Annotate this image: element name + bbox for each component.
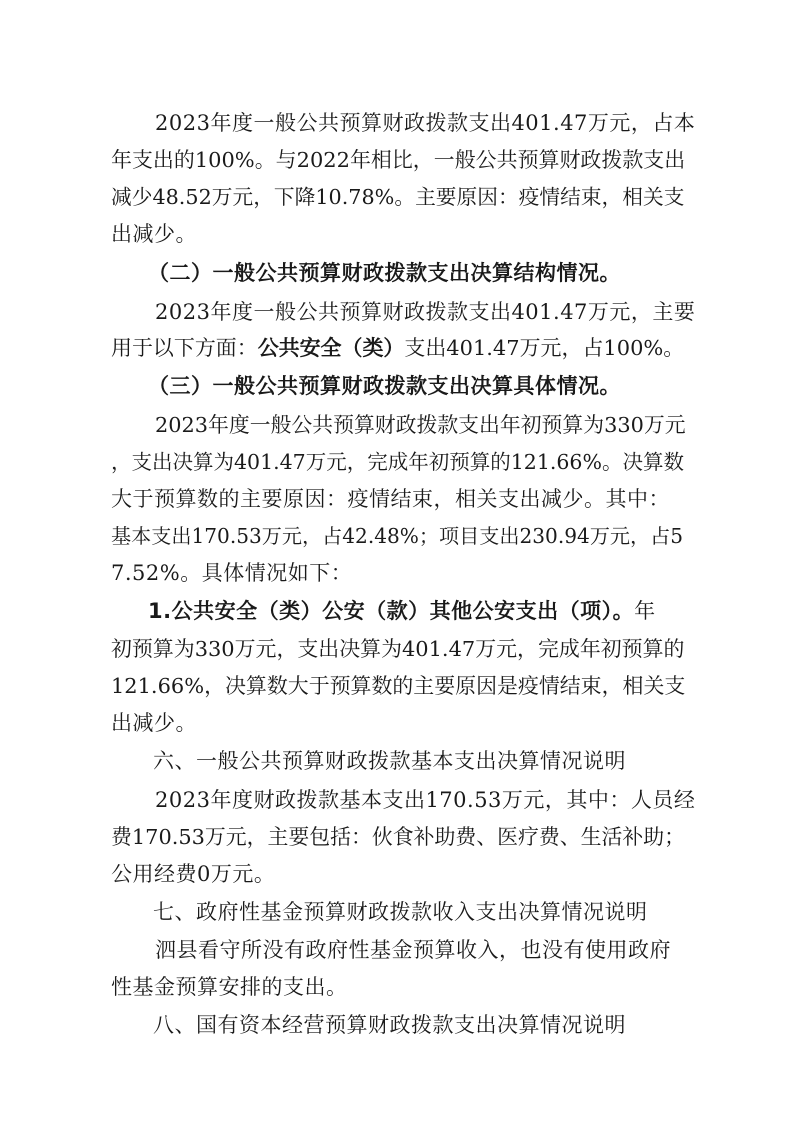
section-2-line-2-post: 支出401.47万元，占100%。	[404, 336, 685, 360]
section-3-line-3: 大于预算数的主要原因：疫情结束，相关支出减少。其中：	[111, 487, 670, 511]
paragraph-1-line-3: 减少48.52万元，下降10.78%。主要原因：疫情结束，相关支	[111, 185, 685, 209]
section-seven-heading: 七、政府性基金预算财政拨款收入支出决算情况说明	[153, 900, 648, 924]
section-2-line-2-bold: 公共安全（类）	[257, 336, 405, 360]
section-2-heading: （二）一般公共预算财政拨款支出决算结构情况。	[148, 261, 621, 285]
section-3-line-1: 2023年度一般公共预算财政拨款支出年初预算为330万元	[155, 413, 686, 437]
paragraph-1-line-4: 出减少。	[111, 222, 197, 246]
section-2-line-2-pre: 用于以下方面：	[111, 336, 258, 360]
section-six-line-1: 2023年度财政拨款基本支出170.53万元，其中：人员经	[155, 788, 696, 812]
item-1-bold: 1.公共安全（类）公安（款）其他公安支出（项）。	[148, 599, 635, 623]
section-2-line-1: 2023年度一般公共预算财政拨款支出401.47万元，主要	[155, 300, 696, 324]
item-1-line-4: 出减少。	[111, 711, 197, 735]
item-1-line-1	[148, 596, 656, 626]
paragraph-1-line-2: 年支出的100%。与2022年相比，一般公共预算财政拨款支出	[111, 148, 686, 172]
item-1-line-2: 初预算为330万元，支出决算为401.47万元，完成年初预算的	[111, 637, 685, 661]
section-seven-line-1: 泗县看守所没有政府性基金预算收入，也没有使用政府	[155, 938, 671, 962]
section-six-line-2: 费170.53万元，主要包括：伙食补助费、医疗费、生活补助；	[111, 825, 686, 849]
paragraph-1-line-1: 2023年度一般公共预算财政拨款支出401.47万元，占本	[155, 111, 696, 135]
item-1-line-3: 121.66%，决算数大于预算数的主要原因是疫情结束，相关支	[111, 674, 686, 698]
section-eight-heading: 八、国有资本经营预算财政拨款支出决算情况说明	[153, 1013, 626, 1037]
section-3-heading: （三）一般公共预算财政拨款支出决算具体情况。	[148, 374, 621, 398]
item-1-line-1-post: 年	[634, 599, 656, 623]
section-six-heading: 六、一般公共预算财政拨款基本支出决算情况说明	[153, 749, 626, 773]
section-3-line-4: 基本支出170.53万元，占42.48%；项目支出230.94万元，占5	[111, 524, 684, 548]
section-2-line-2	[111, 333, 684, 363]
section-seven-line-2: 性基金预算安排的支出。	[111, 975, 348, 999]
section-six-line-3: 公用经费0万元。	[111, 862, 276, 886]
section-3-line-2: ，支出决算为401.47万元，完成年初预算的121.66%。决算数	[111, 450, 684, 474]
section-3-line-5: 7.52%。具体情况如下：	[111, 561, 353, 585]
